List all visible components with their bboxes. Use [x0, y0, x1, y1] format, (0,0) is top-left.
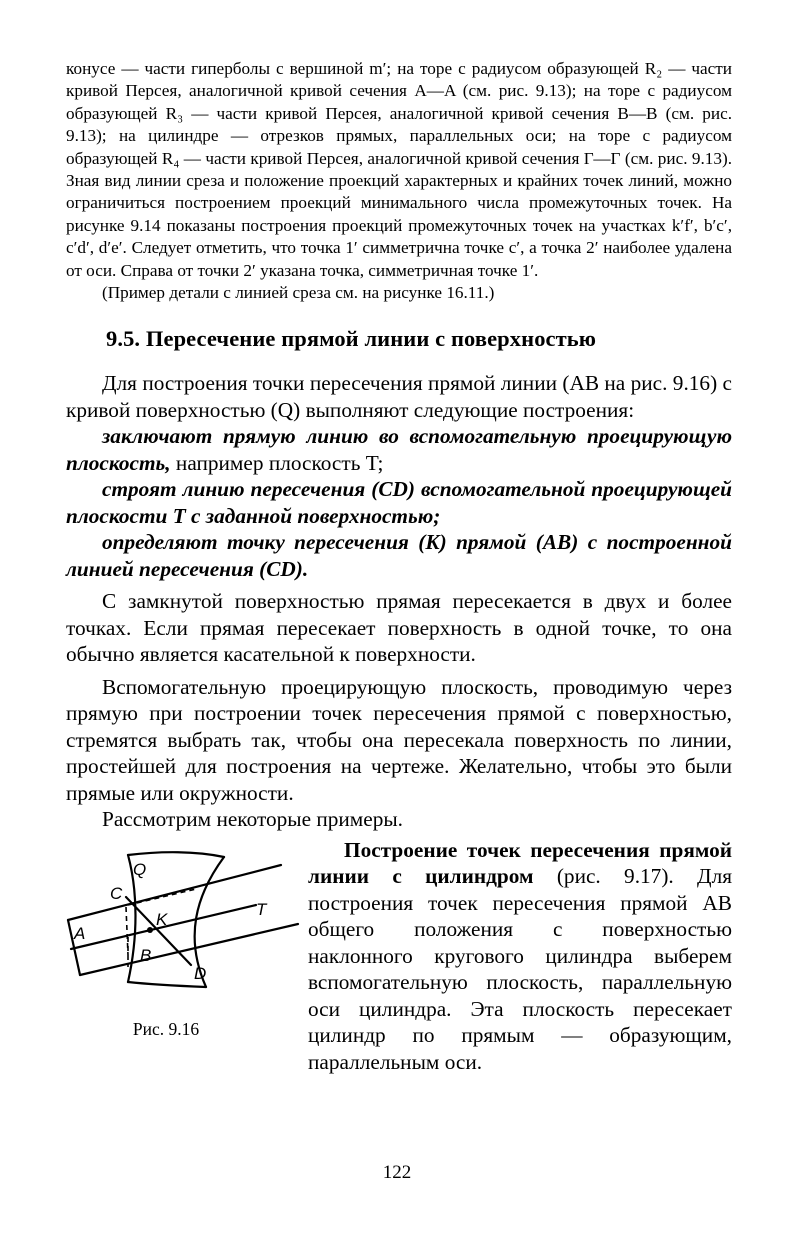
paragraph-example-reference: (Пример детали с линией среза см. на рисунке 16.11.) [102, 283, 495, 303]
top-paragraphs [66, 58, 732, 304]
label-t: T [256, 899, 267, 919]
cylinder-title: Построение точек пересечения прямой линии с цилиндром [308, 837, 732, 889]
point-k [147, 927, 153, 933]
label-d: D [194, 963, 207, 983]
surface-q-top-edge [128, 852, 224, 857]
cylinder-text: (рис. 9.17). Для построения точек пересечения прямой AB общего положения с поверхностью наклонного кругового цилиндра выберем вспомогательную плоскость, параллельную оси цилиндра. Эта плоскость пересекает цилиндр по прямым — образующим, параллельным оси. [308, 864, 733, 1074]
figure-diagram [66, 837, 306, 1012]
label-a: A [74, 923, 86, 943]
label-c: C [110, 883, 123, 903]
paragraph-closed-surface: С замкнутой поверхностью прямая пересекается в двух и более точках. Если прямая пересекает поверхность в одной точке, то она обычно является касательной к поверхности. [66, 589, 732, 667]
step-3: определяют точку пересечения (K) прямой (AB) с построенной линией пересечения (CD). [66, 530, 732, 581]
label-q: Q [133, 859, 147, 879]
paragraph-cylinder [308, 837, 732, 1076]
hidden-line-t [128, 889, 196, 905]
figure-caption: Рис. 9.16 [132, 1018, 200, 1039]
paragraph-curve-description: конусе — части гиперболы с вершиной m′; на торе с радиусом образующей R₂ — части кривой Персея, аналогичной кривой сечения A—A (см. рис. 9.13); на торе с радиусом образующей R₃ — части кривой Персея, аналогичной кривой сечения B—B (см. рис. 9.13); на цилиндре — отрезков прямых, параллельных оси; на торе с радиусом образующей R₄ — части кривой Персея, аналогичной кривой сечения Г—Г (см. рис. 9.13). Зная вид линии среза и положение проекций характерных и крайних точек линий, можно ограничиться построением проекций минимального числа промежуточных точек. На рисунке 9.14 показаны построения проекций промежуточных точек на участках k′f′, b′c′, c′d′, d′e′. Следует отметить, что точка 1′ симметрична точке c′, а точка 2′ наиболее удалена от оси. Справа от точки 2′ указана точка, симметричная точке 1′. [66, 59, 732, 280]
page-number: 122 [382, 1162, 412, 1183]
step-1-rest: например плоскость T; [170, 450, 384, 475]
paragraph-auxiliary-plane: Вспомогательную проецирующую плоскость, проводимую через прямую при построении точек пересечения прямой с поверхностью, стремятся выбрать так, чтобы она пересекала поверхность по линии, простейшей для построения на чертеже. Желательно, чтобы это были прямые или окружности. [66, 674, 732, 805]
paragraph-examples: Рассмотрим некоторые примеры. [102, 807, 404, 832]
label-k: K [156, 909, 168, 929]
step-1-italic: заключают прямую линию во вспомогательную проецирующую плоскость, [66, 424, 732, 475]
label-b: B [140, 945, 152, 965]
step-1 [66, 423, 732, 476]
page-content [66, 58, 732, 1075]
step-2: строят линию пересечения (CD) вспомогательной проецирующей плоскости T с заданной поверхностью; [66, 477, 732, 528]
figure-9-16 [66, 837, 306, 1076]
section-heading: 9.5. Пересечение прямой линии с поверхностью [106, 326, 597, 352]
figure-row [66, 837, 732, 1076]
section-body [66, 370, 732, 1075]
paragraph-intro: Для построения точки пересечения прямой линии (AB на рис. 9.16) с кривой поверхностью (Q) выполняют следующие построения: [66, 371, 732, 422]
plane-t-top-edge [68, 865, 281, 920]
figure-side-text [306, 837, 732, 1076]
plane-t-bottom-edge [80, 924, 298, 975]
